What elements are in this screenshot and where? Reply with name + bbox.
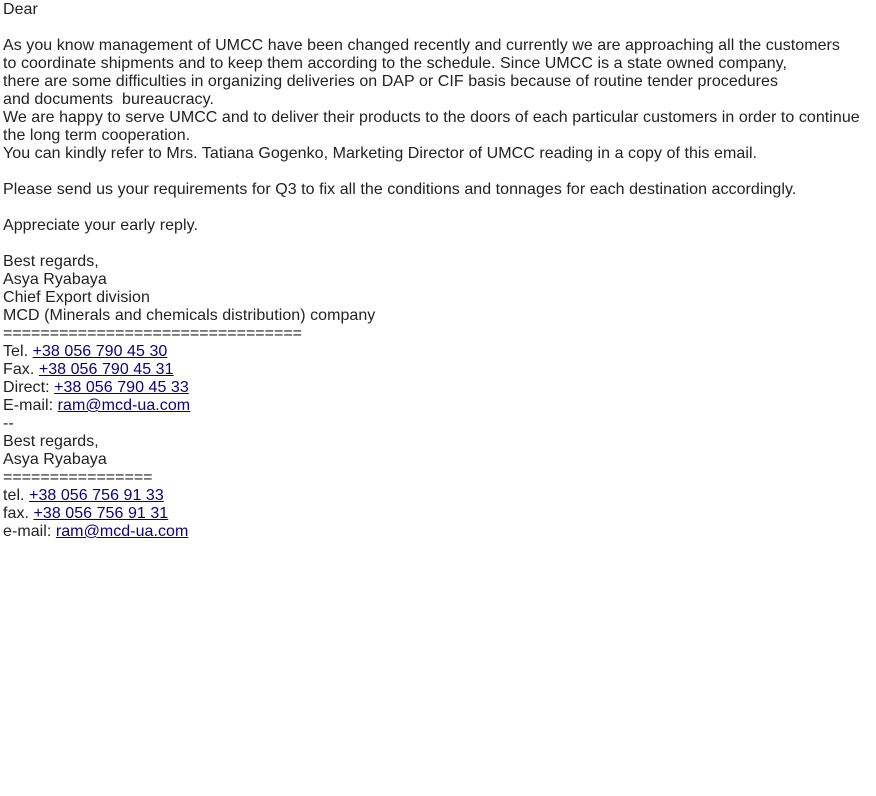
email-body [3,1,876,541]
contact-email [3,397,876,415]
paragraph-line: As you know management of UMCC have been changed recently and currently we are approaching all the customers [3,37,840,54]
signature-closing: Best regards, [3,253,99,270]
contact-label: E-mail: [3,397,58,414]
signature-title: Chief Export division [3,289,150,306]
paragraph-line: there are some difficulties in organizing deliveries on DAP or CIF basis because of routine tender procedures [3,73,779,90]
signature-separator: ================ [3,469,153,486]
contact-fax [3,361,876,379]
signature-closing: Best regards, [3,433,99,450]
phone-link[interactable]: +38 056 790 45 33 [54,379,189,396]
greeting: Dear [3,1,38,18]
contact-label: Direct: [3,379,55,396]
paragraph-line: and documents bureaucracy. [3,91,214,108]
contact-direct [3,379,876,397]
contact-label: Fax. [3,361,39,378]
email-link[interactable]: ram@mcd-ua.com [57,397,191,414]
paragraph-line: to coordinate shipments and to keep them according to the schedule. Since UMCC is a state owned company, [3,55,787,72]
appreciation-paragraph: Appreciate your early reply. [3,217,198,234]
fax-link[interactable]: +38 056 756 91 31 [33,505,169,522]
paragraph-line: the long term cooperation. [3,127,191,144]
signature-separator: ================================ [3,325,302,342]
signature-company: MCD (Minerals and chemicals distribution) company [3,307,376,324]
signature-name: Asya Ryabaya [3,451,107,468]
paragraph-line: You can kindly refer to Mrs. Tatiana Gogenko, Marketing Director of UMCC reading in a copy of this email. [3,145,758,162]
paragraph-line: We are happy to serve UMCC and to deliver their products to the doors of each particular customers in order to continue [3,109,860,126]
contact-fax [3,505,876,523]
blank-line [3,19,876,37]
contact-label: fax. [3,505,34,522]
phone-link[interactable]: +38 056 756 91 33 [29,487,164,504]
blank-line [3,199,876,217]
blank-line [3,235,876,253]
contact-label: e-mail: [3,523,56,540]
email-link[interactable]: ram@mcd-ua.com [55,523,189,540]
blank-line [3,163,876,181]
requirements-paragraph: Please send us your requirements for Q3 to fix all the conditions and tonnages for each destination accordingly. [3,181,797,198]
contact-label: tel. [3,487,30,504]
contact-label: Tel. [3,343,33,360]
contact-tel [3,343,876,361]
signature-name: Asya Ryabaya [3,271,107,288]
phone-link[interactable]: +38 056 790 45 30 [32,343,168,360]
contact-tel [3,487,876,505]
fax-link[interactable]: +38 056 790 45 31 [38,361,174,378]
signature-delimiter: -- [3,415,14,432]
contact-email [3,523,876,541]
